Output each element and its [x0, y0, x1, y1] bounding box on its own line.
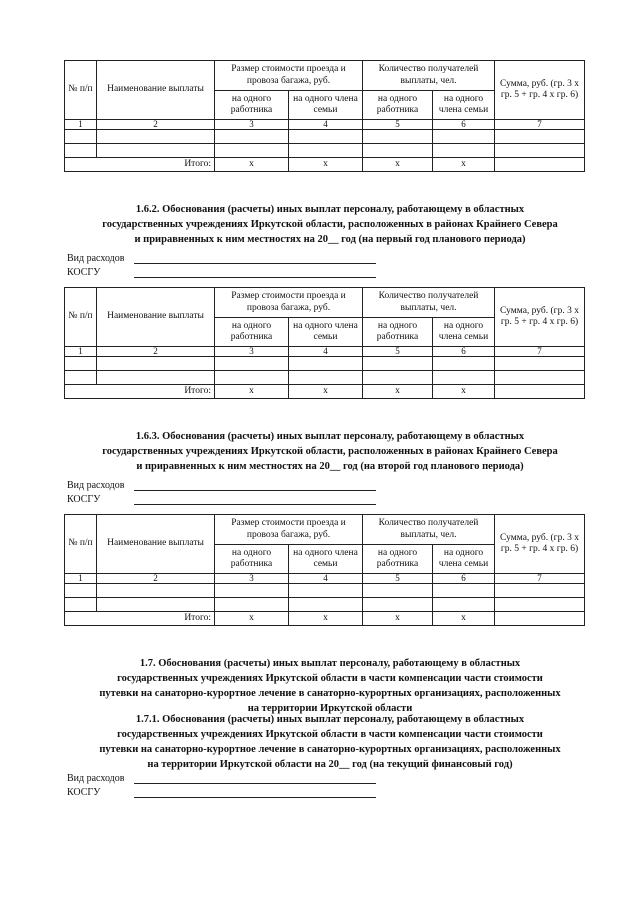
column-number: 5	[363, 347, 433, 357]
table-row	[65, 371, 585, 385]
section-heading-1-6-2: 1.6.2. Обоснования (расчеты) иных выплат персоналу, работающему в областных государственных учреждениях Иркутской области, расположенных в районах Крайнего Севера и приравненных к ним местностях на 20__ год (на первый год планового периода)	[102, 204, 558, 245]
kosgu-label: КОСГУ	[67, 267, 101, 278]
column-number: 1	[65, 120, 97, 130]
table-row	[65, 357, 585, 371]
section-heading-1-7: 1.7. Обоснования (расчеты) иных выплат персоналу, работающему в областных государственных учреждениях Иркутской области в части компенсации части стоимости путевки на санаторно-курортное лечение в санаторно-курортных организациях, расположенных на территории Иркутской области	[99, 658, 561, 714]
col-name-header: Наименование выплаты	[97, 61, 215, 120]
total-label: Итого:	[65, 158, 215, 172]
col-name-header: Наименование выплаты	[97, 288, 215, 347]
col-recipients-group-header: Количество получателей выплаты, чел.	[363, 61, 495, 91]
col-recip-family-header: на одного члена семьи	[433, 318, 495, 347]
column-number: 4	[289, 120, 363, 130]
total-mark: х	[363, 612, 433, 626]
column-number: 7	[495, 574, 585, 584]
payments-table-2	[64, 287, 585, 399]
col-cost-worker-header: на одного работника	[215, 91, 289, 120]
total-mark: х	[289, 385, 363, 399]
column-number: 3	[215, 574, 289, 584]
column-number: 5	[363, 120, 433, 130]
expense-type-label: Вид расходов	[67, 773, 125, 784]
total-mark: х	[215, 158, 289, 172]
col-recip-worker-header: на одного работника	[363, 318, 433, 347]
kosgu-field	[67, 266, 387, 280]
col-sum-header: Сумма, руб. (гр. 3 х гр. 5 + гр. 4 х гр. 6)	[495, 61, 585, 120]
total-label: Итого:	[65, 385, 215, 399]
expense-type-line	[134, 263, 376, 264]
total-mark: х	[433, 612, 495, 626]
column-number-row	[65, 120, 585, 130]
col-cost-family-header: на одного члена семьи	[289, 545, 363, 574]
col-recip-worker-header: на одного работника	[363, 91, 433, 120]
payments-table-1	[64, 60, 585, 172]
col-cost-group-header: Размер стоимости проезда и провоза багажа, руб.	[215, 515, 363, 545]
total-label: Итого:	[65, 612, 215, 626]
col-recip-worker-header: на одного работника	[363, 545, 433, 574]
col-sum-header: Сумма, руб. (гр. 3 х гр. 5 + гр. 4 х гр. 6)	[495, 515, 585, 574]
col-recip-family-header: на одного члена семьи	[433, 91, 495, 120]
col-recip-family-header: на одного члена семьи	[433, 545, 495, 574]
column-number: 1	[65, 347, 97, 357]
col-num-header: № п/п	[65, 61, 97, 120]
column-number: 4	[289, 347, 363, 357]
kosgu-label: КОСГУ	[67, 787, 101, 798]
total-row	[65, 385, 585, 399]
total-mark: х	[433, 385, 495, 399]
total-mark: х	[433, 158, 495, 172]
expense-type-label: Вид расходов	[67, 253, 125, 264]
col-cost-worker-header: на одного работника	[215, 318, 289, 347]
col-cost-worker-header: на одного работника	[215, 545, 289, 574]
column-number: 3	[215, 347, 289, 357]
column-number-row	[65, 574, 585, 584]
expense-type-label: Вид расходов	[67, 480, 125, 491]
column-number: 1	[65, 574, 97, 584]
expense-type-line	[134, 490, 376, 491]
kosgu-line	[134, 797, 376, 798]
total-mark: х	[289, 612, 363, 626]
total-mark: х	[363, 158, 433, 172]
payments-table-3	[64, 514, 585, 626]
col-cost-group-header: Размер стоимости проезда и провоза багажа, руб.	[215, 61, 363, 91]
col-recipients-group-header: Количество получателей выплаты, чел.	[363, 288, 495, 318]
table-row	[65, 584, 585, 598]
column-number: 6	[433, 574, 495, 584]
column-number: 3	[215, 120, 289, 130]
column-number: 7	[495, 120, 585, 130]
col-cost-group-header: Размер стоимости проезда и провоза багажа, руб.	[215, 288, 363, 318]
column-number-row	[65, 347, 585, 357]
column-number: 7	[495, 347, 585, 357]
col-cost-family-header: на одного члена семьи	[289, 91, 363, 120]
column-number: 4	[289, 574, 363, 584]
table-row	[65, 144, 585, 158]
column-number: 2	[97, 120, 215, 130]
expense-type-field	[67, 479, 387, 493]
expense-type-field	[67, 252, 387, 266]
total-row	[65, 612, 585, 626]
col-cost-family-header: на одного члена семьи	[289, 318, 363, 347]
col-num-header: № п/п	[65, 288, 97, 347]
col-sum-header: Сумма, руб. (гр. 3 х гр. 5 + гр. 4 х гр. 6)	[495, 288, 585, 347]
kosgu-label: КОСГУ	[67, 494, 101, 505]
col-recipients-group-header: Количество получателей выплаты, чел.	[363, 515, 495, 545]
total-mark: х	[363, 385, 433, 399]
total-row	[65, 158, 585, 172]
total-mark: х	[289, 158, 363, 172]
column-number: 6	[433, 120, 495, 130]
column-number: 6	[433, 347, 495, 357]
column-number: 5	[363, 574, 433, 584]
kosgu-field	[67, 786, 387, 800]
kosgu-field	[67, 493, 387, 507]
section-heading-1-6-3: 1.6.3. Обоснования (расчеты) иных выплат персоналу, работающему в областных государственных учреждениях Иркутской области, расположенных в районах Крайнего Севера и приравненных к ним местностях на 20__ год (на второй год планового периода)	[102, 431, 558, 472]
col-name-header: Наименование выплаты	[97, 515, 215, 574]
section-heading-1-7-1: 1.7.1. Обоснования (расчеты) иных выплат персоналу, работающему в областных государственных учреждениях Иркутской области в части компенсации части стоимости путевки на санаторно-курортное лечение в санаторно-курортных организациях, расположенных на территории Иркутской области на 20__ год (на текущий финансовый год)	[99, 714, 561, 770]
col-num-header: № п/п	[65, 515, 97, 574]
total-mark: х	[215, 385, 289, 399]
kosgu-line	[134, 504, 376, 505]
column-number: 2	[97, 347, 215, 357]
column-number: 2	[97, 574, 215, 584]
expense-type-line	[134, 783, 376, 784]
total-mark: х	[215, 612, 289, 626]
expense-type-field	[67, 772, 387, 786]
table-row	[65, 598, 585, 612]
kosgu-line	[134, 277, 376, 278]
table-row	[65, 130, 585, 144]
